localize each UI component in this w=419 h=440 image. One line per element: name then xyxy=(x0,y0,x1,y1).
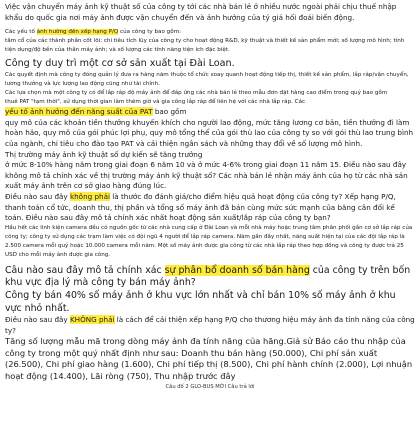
factors-intro xyxy=(5,28,415,37)
pat-paragraph: thuê PAT "tạm thời", sử dụng thời gian làm thêm giờ và gia công lắp ráp để liên hệ với các nhà lắp ráp. Các xyxy=(5,99,306,106)
pq-post: là cách để cải thiện xếp hạng P/Q cho thương hiệu máy ảnh đa tính năng của công ty? xyxy=(5,315,415,335)
highlight-factors: ảnh hưởng đến xếp hạng P/Q xyxy=(36,29,119,36)
compensation-paragraph: quy mô của các khoản tiền thưởng khuyến khích cho người lao động, mức tăng lương cơ bản, tiền thưởng đi làm hoàn hảo, quy mô của gói phúc lợi phụ, quy mô tổng thể của gói thù lao của công ty so với gói thù lao trung bình của ngành, chi tiêu cho đào tạo PAT và cải thiện ngân sách và những thay đổi về số lượng mô hình. xyxy=(5,117,414,148)
q2-pre: Câu nào sau đây mô tả chính xác xyxy=(5,264,165,276)
pat-post: bao gồm xyxy=(152,107,187,117)
intro-paragraph: Việc vận chuyển máy ảnh kỹ thuật số của công ty tới các nhà bán lẻ ở nhiều nước ngoài phải chịu thuế nhập khẩu do quốc gia nơi máy ảnh được vận chuyển đến và ảnh hưởng của tỷ giá hối đoái biến động. xyxy=(5,2,397,22)
factors-post: của công ty bao gồm: xyxy=(118,29,181,36)
pq-question xyxy=(5,315,415,336)
decisions-paragraph: Các quyết định mà công ty đóng quản lý đưa ra hàng năm thuộc tổ chức xoay quanh hoạt động tiếp thị, thiết kế sản phẩm, lắp ráp/vận chuyển, lương thưởng và lực lượng lao động cũng như tài chính. xyxy=(5,72,409,88)
market-growth-paragraph: ở mức 8-10% hàng năm trong giai đoạn 6 năm 10 và ở mức 4-6% trong giai đoạn 11 năm 15. Điều nào sau đây không mô tả chính xác về thị trường máy ảnh kỹ thuật số? Các nhà bán lẻ nhận máy ảnh của họ từ các nhà sản xuất máy ảnh trên cơ sở giao hàng đúng lúc. xyxy=(5,160,408,191)
highlight-sales-allocation: sự phân bổ doanh số bán hàng xyxy=(164,264,310,276)
market-growth-line: Thị trường máy ảnh kỹ thuật số dự kiến sẽ tăng trưởng xyxy=(5,149,203,159)
q2-post: của công ty trên bốn khu vực địa lý mà công ty bán máy ảnh? xyxy=(5,264,411,289)
sales-allocation-answer: Công ty bán 40% số máy ảnh ở khu vực lớn nhất và chỉ bán 10% số máy ảnh ở khu vực nhỏ nhất. xyxy=(5,289,396,314)
q1-post: là thước đo đánh giá/cho điểm hiệu quả hoạt động của công ty? Xếp hạng P/Q, thanh toán cổ tức, doanh thu, thị phần và tổng số máy ảnh đã bán cùng mức sức mạnh của băng cân đối kế toán. Điều nào sau đây mô tả chính xác nhất hoạt động sản xuất/lắp ráp của công ty bạn? xyxy=(5,191,396,223)
page-caption: Câu đố 2 GLO-BUS MỚI Câu trả lời xyxy=(165,383,255,390)
highlight-pat-factors: yếu tố ảnh hưởng đến năng suất của PAT xyxy=(5,107,153,117)
assembly-details-paragraph: Hầu hết các linh kiện camera đều có nguồn gốc từ các nhà cung cấp ở Đài Loan và mỗi nhà máy hoặc trung tâm phân phối gần cơ sở lắp ráp của công ty; công ty sử dụng các trạm làm việc có đội ngũ 4 người để lắp ráp camera. Năm gần đây nhất, năng suất hiện tại của các đội lắp ráp là 2.500 camera mỗi quý hoặc 10.000 camera mỗi năm. Một số máy ảnh được gia công từ các nhà lắp ráp theo hợp đồng và công ty được trả 25 USD cho mỗi máy ảnh được gia công. xyxy=(5,224,413,258)
pat-productivity-line xyxy=(5,107,415,118)
assembly-options-paragraph: Các lựa chọn mà một công ty có để lắp ráp độ máy ảnh để đáp ứng các nhà bán lẻ theo mẫu đơn đặt hàng cao điểm trong quý bao gồm xyxy=(5,90,388,97)
highlight-khong-phai-caps: KHÔNG phải xyxy=(69,315,115,325)
highlight-khong-phai: không phải xyxy=(69,191,111,201)
section-heading: Công ty duy trì một cơ sở sản xuất tại Đài Loan. xyxy=(5,58,235,70)
income-statement-paragraph: Tăng số lượng mẫu mã trong dòng máy ảnh đa tính năng của hãng.Giả sử Báo cáo thu nhập của công ty trong một quý nhất định như sau: Doanh thu bán hàng (50.000), Chi phí sản xuất (26.500), Chi phí giao hàng (1.600), Chi phí tiếp thị (8.500), Chi phí hành chính (2.000), Lợi nhuận hoạt động (14.400), Lãi ròng (750), Thu nhập trước đây xyxy=(5,336,413,382)
pq-pre: Điều nào sau đây xyxy=(5,315,70,325)
factors-pre: Các yếu tố xyxy=(5,29,37,36)
q1-pre: Điều nào sau đây xyxy=(5,191,70,201)
sales-allocation-question xyxy=(5,265,415,290)
performance-question xyxy=(5,192,415,224)
factors-body: tâm cổ của các thành phần cốt lõi; chi tiêu tích lũy của công ty cho hoạt động R&D, kỹ thuật và thiết kế sản phẩm mới; số lượng mô hình; tính tiện dụng/độ bền của thân máy ảnh; và số lượng các tính năng tiện ích đặc biệt. xyxy=(5,38,405,54)
